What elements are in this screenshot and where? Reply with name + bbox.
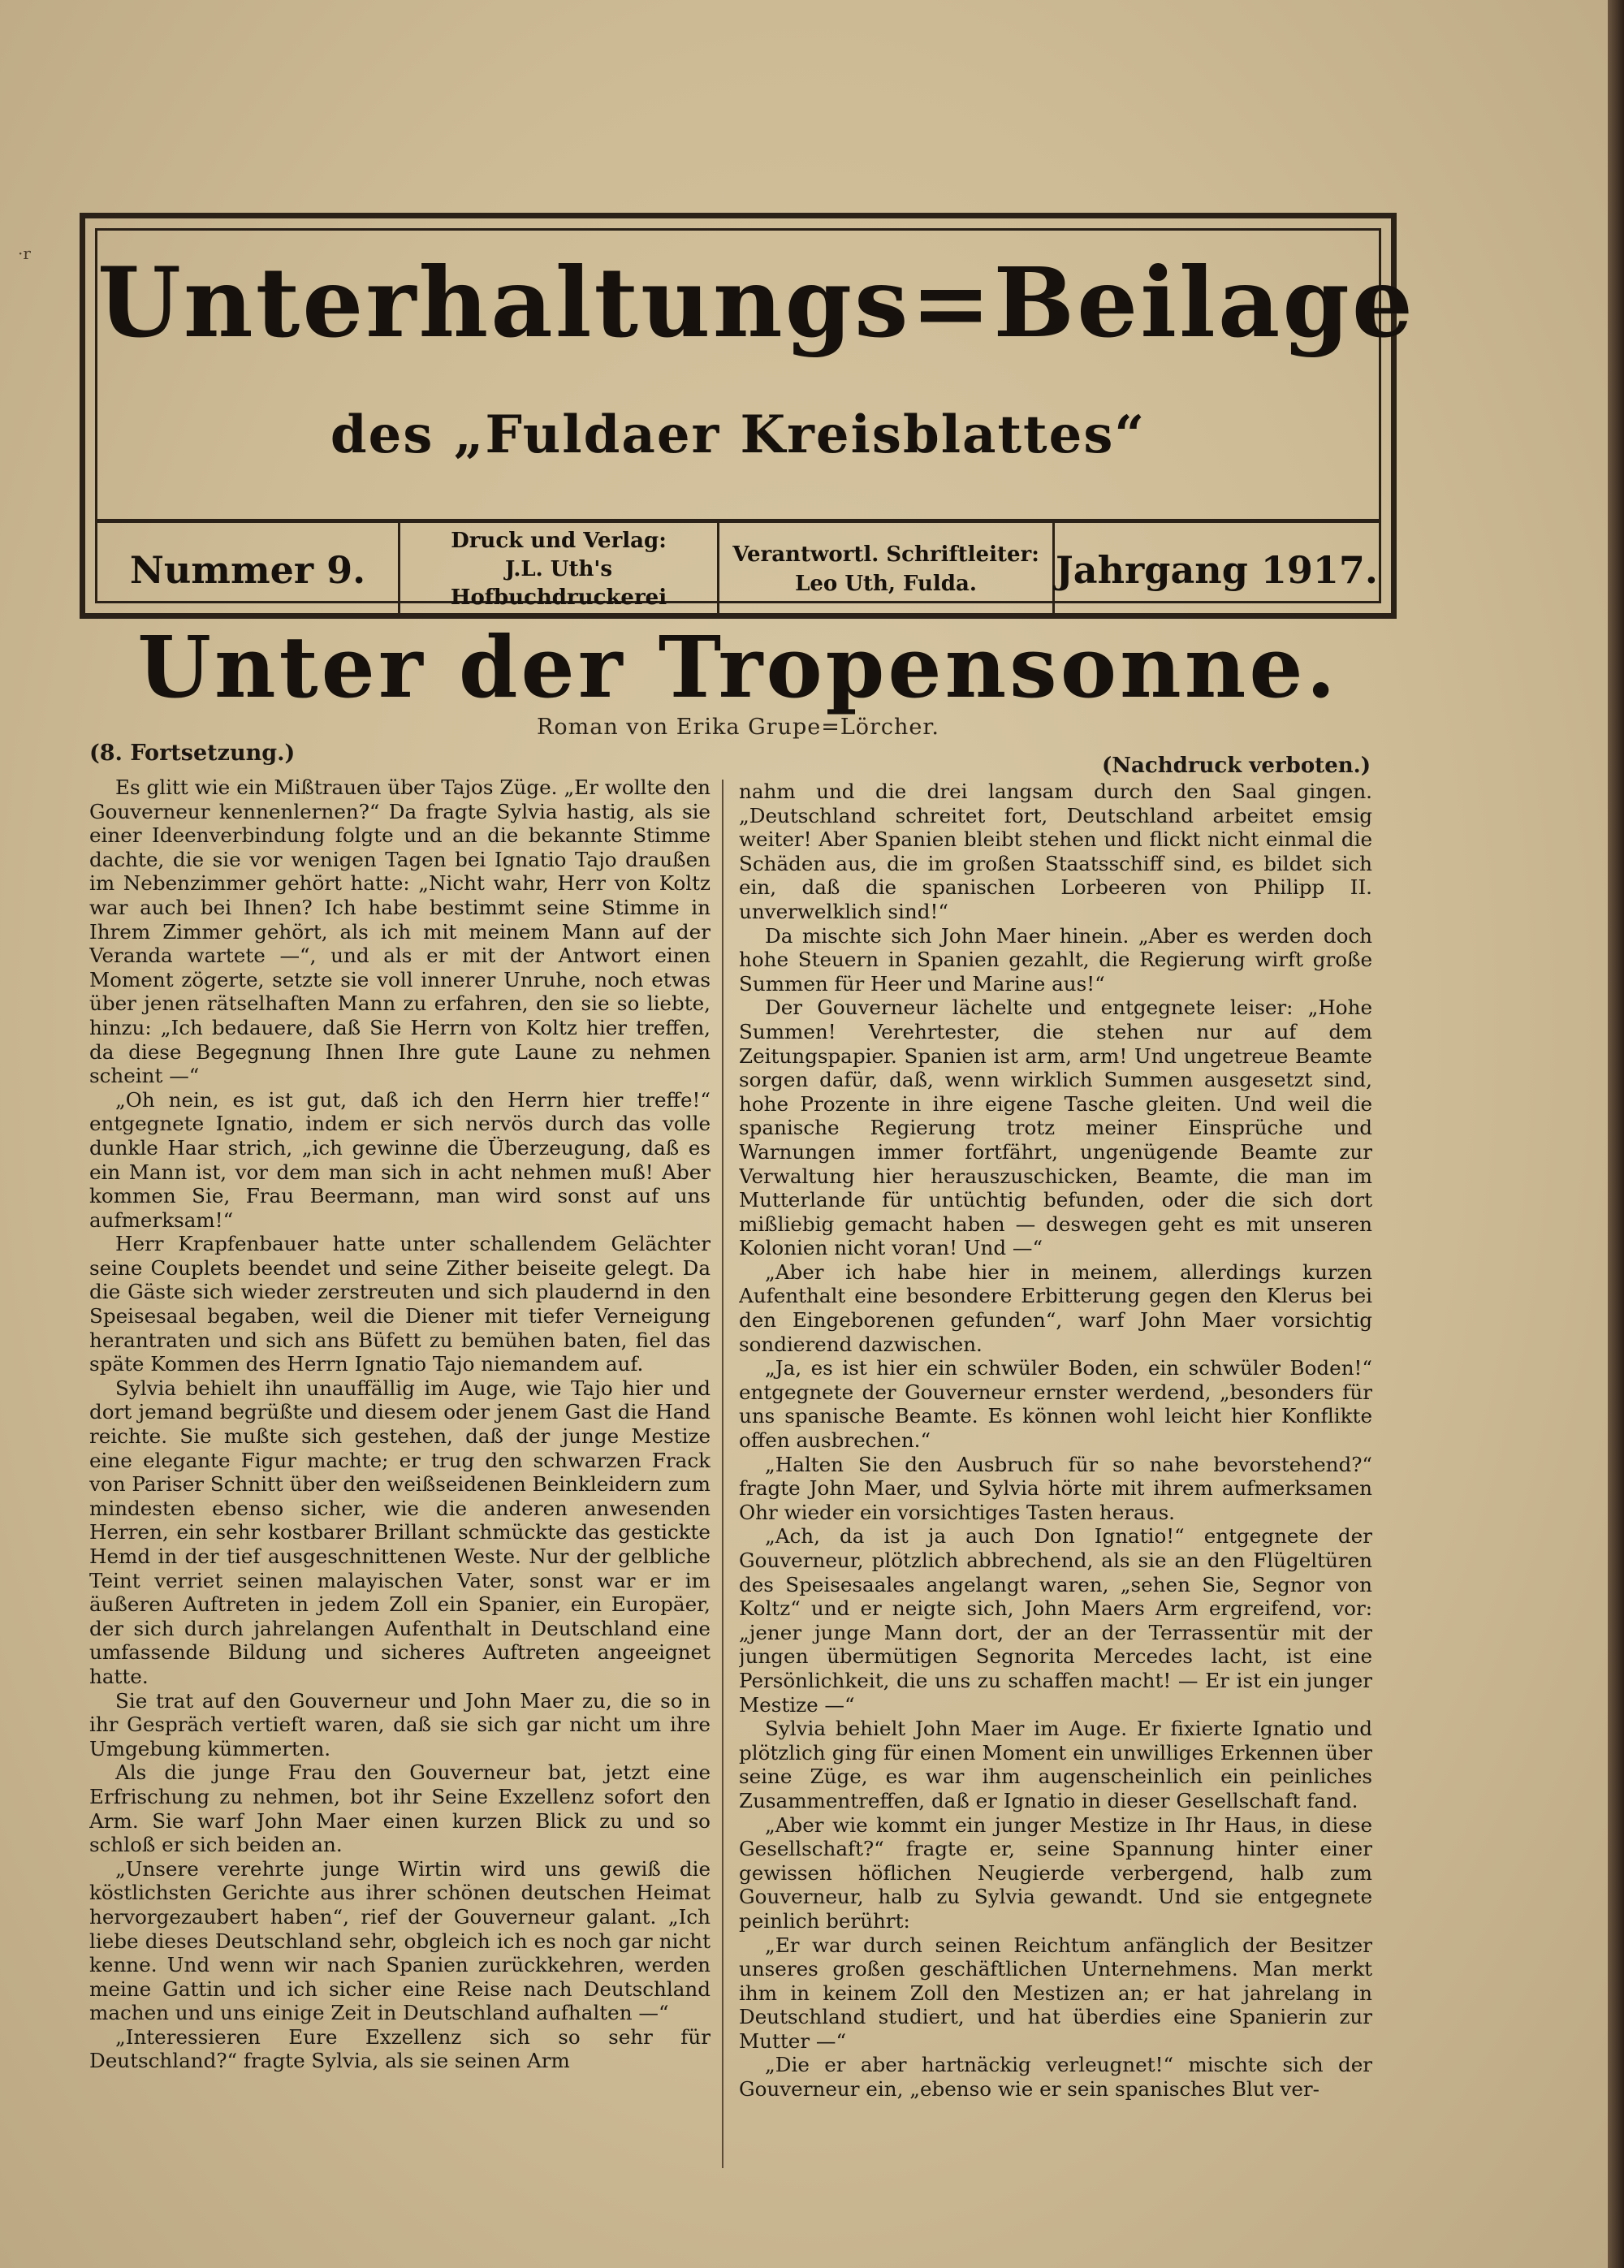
- story-byline: Roman von Erika Grupe=Lörcher.: [537, 715, 939, 740]
- paragraph: „Aber wie kommt ein junger Mestize in Ihr Haus, in diese Gesellschaft?“ fragte er, seine Spannung hinter einer gewissen höflichen Neugierde verbergend, halb zum Gouverneur, halb zu Sylvia gewandt. Und sie entgegnete peinlich berührt:: [739, 1812, 1372, 1933]
- publisher-info: [400, 523, 719, 616]
- paragraph: Sylvia behielt John Maer im Auge. Er fixierte Ignatio und plötzlich ging für einen Moment ein unwilliges Erkennen über seine Züge, es war ihm augenscheinlich ein peinliches Zusammentreffen, daß er Ignatio in dieser Gesellschaft fand.: [739, 1717, 1372, 1812]
- paragraph: „Die er aber hartnäckig verleugnet!“ mischte sich der Gouverneur ein, „ebenso wie er sein spanisches Blut ver-: [739, 2053, 1372, 2102]
- paragraph: Es glitt wie ein Mißtrauen über Tajos Züge. „Er wollte den Gouverneur kennenlernen?“ Da fragte Sylvia hastig, als sie einer Ideenverbindung folgte und an die bekannte Stimme dachte, die sie vor wenigen Tagen bei Ignatio Tajo draußen im Nebenzimmer gehört hatte: „Nicht wahr, Herr von Koltz war auch bei Ihnen? Ich habe bestimmt seine Stimme in Ihrem Zimmer gehört, als ich mit meinem Mann auf der Veranda wartete —“, und als er mit der Antwort einen Moment zögerte, setzte sie voll innerer Unruhe, noch etwas über jenen rätselhaften Mann zu erfahren, den sie so liebte, hinzu: „Ich bedauere, daß Sie Herrn von Koltz hier treffen, da diese Begegnung Ihnen Ihre gute Laune zu nehmen scheint —“: [89, 775, 710, 1088]
- reprint-notice: (Nachdruck verboten.): [1101, 754, 1371, 778]
- paragraph: Der Gouverneur lächelte und entgegnete leiser: „Hohe Summen! Verehrtester, die stehen nur auf dem Zeitungspapier. Spanien ist arm, arm! Und ungetreue Beamte sorgen dafür, daß, wenn wirklich Summen ausgesetzt sind, hohe Prozente in ihre eigene Tasche gleiten. Und weil die spanische Regierung trotz meiner Einsprüche und Warnungen immer fortfährt, ungenügende Beamte zur Verwaltung hier herauszuschicken, Beamte, die man im Mutterlande für untüchtig befunden, oder die sich dort mißliebig gemacht haben — deswegen geht es mit unseren Kolonien nicht voran! Und —“: [739, 996, 1372, 1260]
- paragraph: nahm und die drei langsam durch den Saal gingen. „Deutschland schreitet fort, Deutschland arbeitet emsig weiter! Aber Spanien bleibt stehen und flickt nicht einmal die Schäden aus, die im großen Staatsschiff sind, es bildet sich ein, daß die spanischen Lorbeeren von Philipp II. unverwelklich sind!“: [739, 780, 1372, 923]
- continuation-note: (8. Fortsetzung.): [89, 741, 296, 766]
- paragraph: Sylvia behielt ihn unauffällig im Auge, wie Tajo hier und dort jemand begrüßte und diesem oder jenem Gast die Hand reichte. Sie mußte sich gestehen, daß der junge Mestize eine elegante Figur machte; er trug den schwarzen Frack von Pariser Schnitt über den weißseidenen Beinkleidern zum mindesten ebenso sicher, wie die anderen anwesenden Herren, ein sehr kostbarer Brillant schmückte das gestickte Hemd in der tief ausgeschnittenen Weste. Nur der gelbliche Teint verriet seinen malayischen Vater, sonst war er im äußeren Auftreten in jedem Zoll ein Spanier, ein Europäer, der sich durch jahrelangen Aufenthalt in Deutschland eine umfassende Bildung und sicheres Auftreten angeeignet hatte.: [89, 1376, 710, 1688]
- masthead-title: Unterhaltungs=Beilage: [97, 246, 1415, 359]
- paragraph: Als die junge Frau den Gouverneur bat, jetzt eine Erfrischung zu nehmen, bot ihr Seine Exzellenz sofort den Arm. Sie warf John Maer einen kurzen Blick zu und so schloß er sich beiden an.: [89, 1760, 710, 1857]
- masthead: [80, 213, 1415, 619]
- publisher-line-2: J.L. Uth's Hofbuchdruckerei: [450, 556, 667, 611]
- paragraph: Sie trat auf den Gouverneur und John Maer zu, die so in ihr Gespräch vertieft waren, daß sie sich gar nicht um ihre Umgebung kümmerten.: [89, 1688, 710, 1760]
- editor-line-1: Verantwortl. Schriftleiter:: [732, 542, 1039, 568]
- issue-number: Nummer 9.: [97, 523, 400, 616]
- masthead-info-bar: [97, 519, 1379, 616]
- editor-info: [719, 523, 1055, 616]
- paragraph: „Ja, es ist hier ein schwüler Boden, ein schwüler Boden!“ entgegnete der Gouverneur ernster werdend, „besonders für uns spanische Beamte. Es können wohl leicht hier Konflikte offen ausbrechen.“: [739, 1356, 1372, 1453]
- publisher-line-1: Druck und Verlag:: [451, 528, 667, 553]
- paragraph: Da mischte sich John Maer hinein. „Aber es werden doch hohe Steuern in Spanien gezahlt, die Regierung wirft große Summen für Heer und Marine aus!“: [739, 923, 1372, 996]
- masthead-inner-frame: [95, 228, 1415, 611]
- column-divider: [722, 780, 723, 2168]
- editor-line-2: Leo Uth, Fulda.: [795, 571, 977, 596]
- paragraph: „Oh nein, es ist gut, daß ich den Herrn hier treffe!“ entgegnete Ignatio, indem er sich nervös durch das volle dunkle Haar strich, „ich gewinne die Überzeugung, daß es ein Mann ist, vor dem man sich in acht nehmen muß! Aber kommen Sie, Frau Beermann, man wird sonst auf uns aufmerksam!“: [89, 1087, 710, 1232]
- paragraph: „Er war durch seinen Reichtum anfänglich der Besitzer unseres großen geschäftlichen Unternehmens. Man merkt ihm in keinem Zoll den Mestizen an; er hat jahrelang in Deutschland studiert, und hat überdies eine Spanierin zur Mutter —“: [739, 1933, 1372, 2053]
- text-column-right: [739, 780, 1372, 2168]
- binding-edge: [1608, 0, 1624, 2268]
- paragraph: „Halten Sie den Ausbruch für so nahe bevorstehend?“ fragte John Maer, und Sylvia hörte mit ihrem aufmerksamen Ohr wieder ein vorsichtiges Tasten heraus.: [739, 1452, 1372, 1524]
- paragraph: „Interessieren Eure Exzellenz sich so sehr für Deutschland?“ fragte Sylvia, als sie seinen Arm: [89, 2024, 710, 2073]
- paragraph: „Ach, da ist ja auch Don Ignatio!“ entgegnete der Gouverneur, plötzlich abbrechend, als sie an den Flügeltüren des Speisesaales angelangt waren, „sehen Sie, Segnor von Koltz“ und er neigte sich, John Maers Arm ergreifend, vor: „jener junge Mann dort, der an der Terrassentür mit der jungen übermütigen Segnorita Mercedes lacht, ist eine Persönlichkeit, die uns zu schaffen macht! — Er ist ein junger Mestize —“: [739, 1524, 1372, 1717]
- story-title: Unter der Tropensonne.: [137, 617, 1339, 717]
- masthead-subtitle: des „Fuldaer Kreisblattes“: [330, 404, 1147, 465]
- text-column-left: [89, 775, 710, 2172]
- paragraph: „Aber ich habe hier in meinem, allerdings kurzen Aufenthalt eine besondere Erbitterung gegen den Klerus bei den Eingeborenen gefunden“, warf John Maer vorsichtig sondierend dazwischen.: [739, 1259, 1372, 1356]
- paragraph: „Unsere verehrte junge Wirtin wird uns gewiß die köstlichsten Gerichte aus ihrer schönen deutschen Heimat hervorgezaubert haben“, rief der Gouverneur galant. „Ich liebe dieses Deutschland sehr, obgleich ich es noch gar nicht kenne. Und wenn wir nach Spanien zurückkehren, werden meine Gattin und ich sicher eine Reise nach Deutschland machen und uns einige Zeit in Deutschland aufhalten —“: [89, 1856, 710, 2025]
- volume-year: Jahrgang 1917.: [1056, 547, 1378, 592]
- paragraph: Herr Krapfenbauer hatte unter schallendem Gelächter seine Couplets beendet und seine Zither beiseite gelegt. Da die Gäste sich wieder zerstreuten und sich plaudernd in den Speisesaal begaben, weil die Diener mit tiefer Verneigung herantraten und sich ans Büfett zu bemühen baten, fiel das späte Kommen des Herrn Ignatio Tajo niemandem auf.: [89, 1232, 710, 1376]
- corner-mark: ·r: [18, 244, 31, 263]
